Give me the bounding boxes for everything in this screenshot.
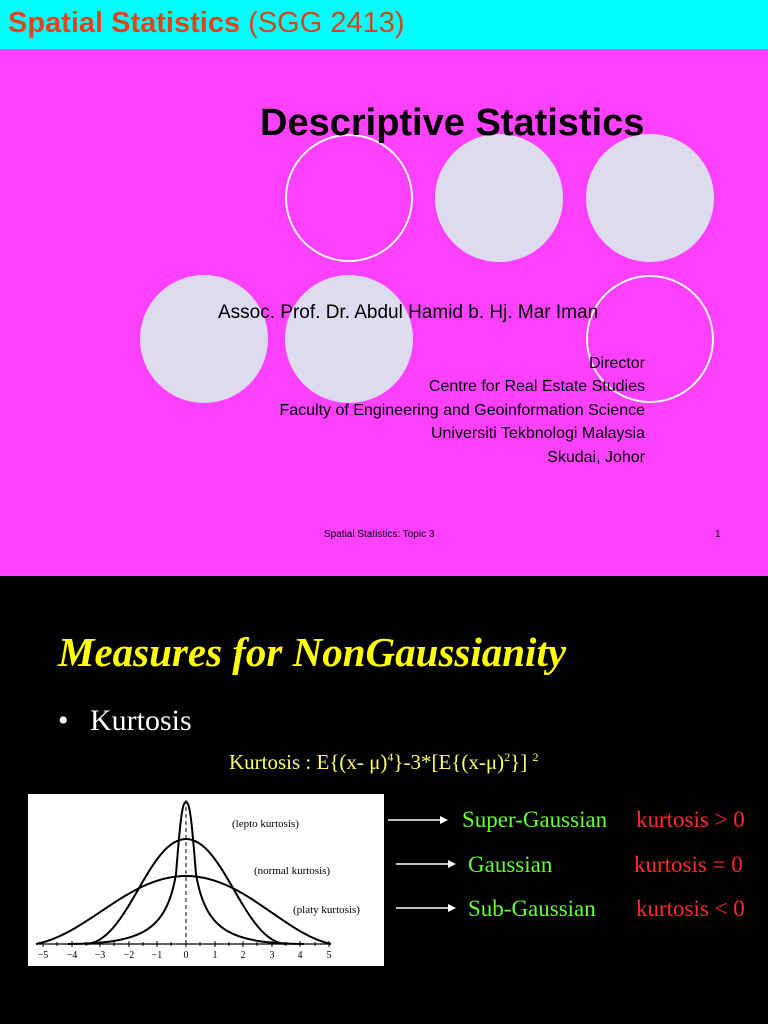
gaussian-condition: kurtosis = 0 <box>634 852 743 877</box>
formula-exponent: 4 <box>387 750 394 764</box>
affiliation-line: Director <box>588 355 645 372</box>
arrow-icon <box>386 812 450 828</box>
tick-label: −4 <box>66 950 78 961</box>
decorative-circle <box>586 134 714 262</box>
arrow-icon <box>394 900 458 916</box>
tick-label: 5 <box>326 950 332 961</box>
normal-label: (normal kurtosis) <box>254 865 331 877</box>
tick-label: 0 <box>183 950 189 961</box>
platy-curve <box>36 876 331 944</box>
tick-label: 2 <box>240 950 246 961</box>
tick-label: 3 <box>269 950 275 961</box>
course-name: Spatial Statistics <box>8 7 241 39</box>
formula-exponent: 2 <box>532 750 539 764</box>
sub-gaussian-condition: kurtosis < 0 <box>636 896 745 921</box>
kurtosis-formula <box>229 750 538 775</box>
decorative-circle <box>140 275 268 403</box>
top-bar <box>0 0 768 49</box>
course-code: (SGG 2413) <box>248 7 405 39</box>
affiliation-line: Faculty of Engineering and Geoinformation Science <box>279 401 645 419</box>
platy-label: (platy kurtosis) <box>293 904 360 916</box>
tick-label: −2 <box>123 950 135 961</box>
affiliation-block <box>279 352 645 469</box>
kurtosis-figure <box>28 794 384 966</box>
bullet-symbol: • <box>58 704 69 737</box>
gaussian-label: Gaussian <box>468 852 553 877</box>
affiliation-line: Skudai, Johor <box>547 448 645 466</box>
super-gaussian-label: Super-Gaussian <box>462 807 608 832</box>
decorative-circle <box>435 134 563 262</box>
axis-ticks <box>43 941 329 947</box>
course-title <box>8 7 405 40</box>
affiliation-line: Universiti Tekbnologi Malaysia <box>430 425 645 443</box>
formula-exponent: 2 <box>504 750 511 764</box>
slide-title: Descriptive Statistics <box>260 102 645 144</box>
formula-part: }] <box>510 750 533 774</box>
affiliation-line: Centre for Real Estate Studies <box>428 378 645 396</box>
arrow-icon <box>394 856 458 872</box>
tick-label: −3 <box>94 950 106 961</box>
tick-label: −1 <box>151 950 163 961</box>
author-name: Assoc. Prof. Dr. Abdul Hamid b. Hj. Mar Iman <box>218 302 599 323</box>
super-gaussian-condition: kurtosis > 0 <box>636 807 745 832</box>
formula-part: Kurtosis : E{(x- μ) <box>229 750 388 774</box>
lepto-label: (lepto kurtosis) <box>232 818 299 830</box>
tick-label: 1 <box>212 950 218 961</box>
tick-label: 4 <box>297 950 303 961</box>
bullet-item <box>58 704 192 738</box>
sub-gaussian-label: Sub-Gaussian <box>468 896 596 921</box>
page-number: 1 <box>715 529 721 540</box>
kurtosis-slide <box>0 576 768 1024</box>
tick-label: −5 <box>37 950 49 961</box>
formula-part: }-3*[E{(x-μ) <box>393 750 505 774</box>
bullet-text: Kurtosis <box>90 704 192 737</box>
slide-title: Measures for NonGaussianity <box>58 629 567 675</box>
kurtosis-curves <box>28 794 384 966</box>
slide-footer: Spatial Statistics: Topic 3 <box>324 529 435 540</box>
decorative-circle-outline <box>285 134 413 262</box>
